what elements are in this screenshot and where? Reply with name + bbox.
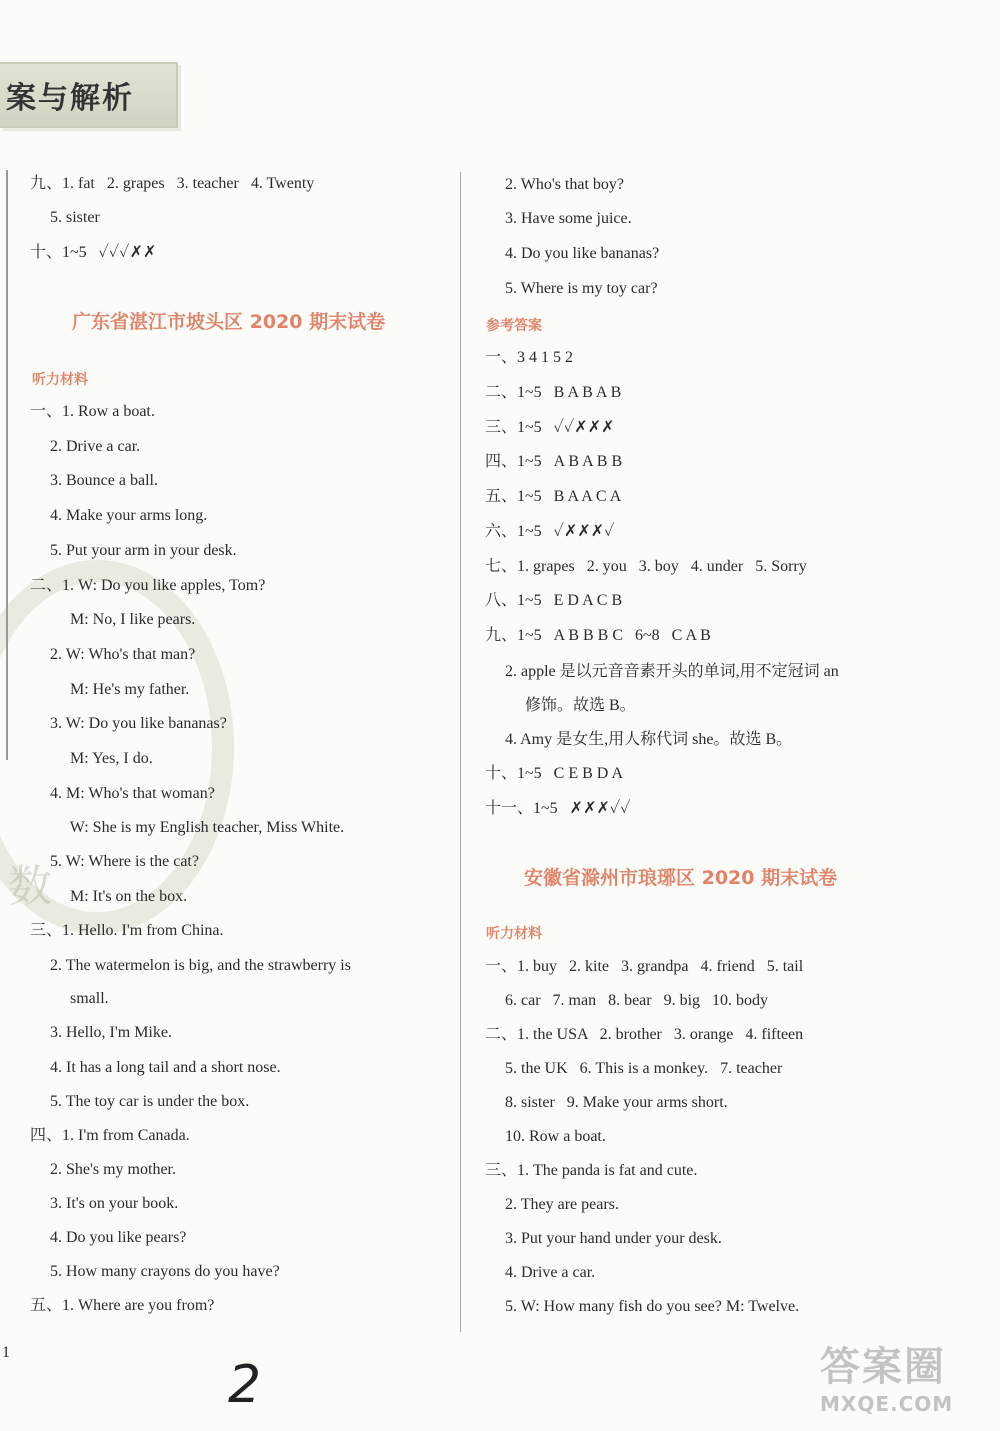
listening-line: M: He's my father. (30, 681, 190, 698)
listening-line: 三、1. The panda is fat and cute. (485, 1162, 698, 1179)
listening-line: 五、1. Where are you from? (30, 1297, 215, 1314)
listening-line: 5. The toy car is under the box. (30, 1093, 250, 1110)
listening-line: 2. They are pears. (485, 1196, 619, 1213)
answer-line: 十、1~5 ✓✓✓✗✗ (30, 244, 157, 261)
listening-line: 8. sister 9. Make your arms short. (485, 1094, 728, 1111)
listening-line: 5. W: How many fish do you see? M: Twelve. (485, 1298, 800, 1315)
listening-line: 二、1. W: Do you like apples, Tom? (30, 577, 266, 594)
listening-line: 三、1. Hello. I'm from China. (30, 922, 224, 939)
left-margin-rule (6, 170, 8, 760)
listening-line: 5. Put your arm in your desk. (30, 542, 237, 559)
answer-line: 六、1~5 ✓✗✗✗✓ (485, 523, 615, 540)
answer-line: 九、1. fat 2. grapes 3. teacher 4. Twenty (30, 175, 315, 192)
listening-line: 10. Row a boat. (485, 1128, 606, 1145)
listening-line: 3. Have some juice. (485, 210, 632, 227)
listening-line: M: It's on the box. (30, 888, 188, 905)
listening-line: 2. The watermelon is big, and the strawberry is (30, 957, 351, 974)
listening-line: 4. Do you like pears? (30, 1229, 187, 1246)
listening-line: 2. Who's that boy? (485, 176, 625, 193)
handwritten-mark: 2 (228, 1355, 262, 1415)
answer-line: 4. Amy 是女生,用人称代词 she。故选 B。 (485, 731, 793, 748)
subhead-listening: 听力材料 (32, 372, 88, 388)
answer-line: 修饰。故选 B。 (485, 697, 636, 714)
listening-line: 3. Bounce a ball. (30, 472, 158, 489)
listening-line: 四、1. I'm from Canada. (30, 1127, 190, 1144)
listening-line: 3. Hello, I'm Mike. (30, 1024, 172, 1041)
section-title-zhanjiang: 广东省湛江市坡头区 2020 期末试卷 (72, 311, 386, 333)
listening-line: 3. Put your hand under your desk. (485, 1230, 722, 1247)
answer-line: 九、1~5 A B B B C 6~8 C A B (485, 627, 711, 644)
listening-line: 3. It's on your book. (30, 1195, 179, 1212)
listening-line: 2. W: Who's that man? (30, 646, 196, 663)
page-number: 1 (2, 1344, 10, 1361)
listening-line: M: Yes, I do. (30, 750, 153, 767)
column-divider (460, 172, 461, 1332)
answer-line: 五、1~5 B A A C A (485, 488, 622, 505)
listening-line: 4. M: Who's that woman? (30, 785, 215, 802)
watermark-logo-text: 答案圈 (820, 1344, 946, 1390)
listening-line: 5. How many crayons do you have? (30, 1263, 280, 1280)
answer-line: 二、1~5 B A B A B (485, 384, 622, 401)
header-banner (0, 62, 178, 128)
listening-line: small. (30, 990, 109, 1007)
answer-line: 十、1~5 C E B D A (485, 765, 624, 782)
listening-line: 2. Drive a car. (30, 438, 141, 455)
listening-line: 4. Drive a car. (485, 1264, 596, 1281)
subhead-listening: 听力材料 (486, 926, 542, 942)
site-watermark-logo (820, 1335, 985, 1425)
answer-line: 一、3 4 1 5 2 (485, 349, 574, 366)
answer-line: 八、1~5 E D A C B (485, 592, 623, 609)
listening-line: 一、1. Row a boat. (30, 403, 155, 420)
watermark-site-text: MXQE.COM (820, 1392, 954, 1416)
section-title-chuzhou: 安徽省滁州市琅琊区 2020 期末试卷 (524, 867, 838, 889)
answer-line: 十一、1~5 ✗✗✗✓✓ (485, 800, 631, 817)
page-header-title: 案与解析 (6, 81, 134, 116)
answer-line: 5. sister (30, 209, 100, 226)
listening-line: 3. W: Do you like bananas? (30, 715, 227, 732)
subhead-answers: 参考答案 (486, 318, 542, 334)
listening-line: 4. Make your arms long. (30, 507, 208, 524)
listening-line: 5. the UK 6. This is a monkey. 7. teacher (485, 1060, 783, 1077)
listening-line: 一、1. buy 2. kite 3. grandpa 4. friend 5. tail (485, 958, 804, 975)
answer-line: 七、1. grapes 2. you 3. boy 4. under 5. Sorry (485, 558, 807, 575)
answer-line: 2. apple 是以元音音素开头的单词,用不定冠词 an (485, 663, 839, 680)
answer-line: 四、1~5 A B A B B (485, 453, 623, 470)
listening-line: 2. She's my mother. (30, 1161, 176, 1178)
listening-line: 5. W: Where is the cat? (30, 853, 199, 870)
listening-line: 4. Do you like bananas? (485, 245, 660, 262)
listening-line: 二、1. the USA 2. brother 3. orange 4. fifteen (485, 1026, 804, 1043)
background-watermark-char: 数 (8, 861, 52, 912)
answer-line: 三、1~5 ✓✓✗✗✗ (485, 419, 615, 436)
listening-line: W: She is my English teacher, Miss White. (30, 819, 345, 836)
listening-line: M: No, I like pears. (30, 611, 196, 628)
listening-line: 6. car 7. man 8. bear 9. big 10. body (485, 992, 769, 1009)
listening-line: 4. It has a long tail and a short nose. (30, 1059, 281, 1076)
listening-line: 5. Where is my toy car? (485, 280, 658, 297)
